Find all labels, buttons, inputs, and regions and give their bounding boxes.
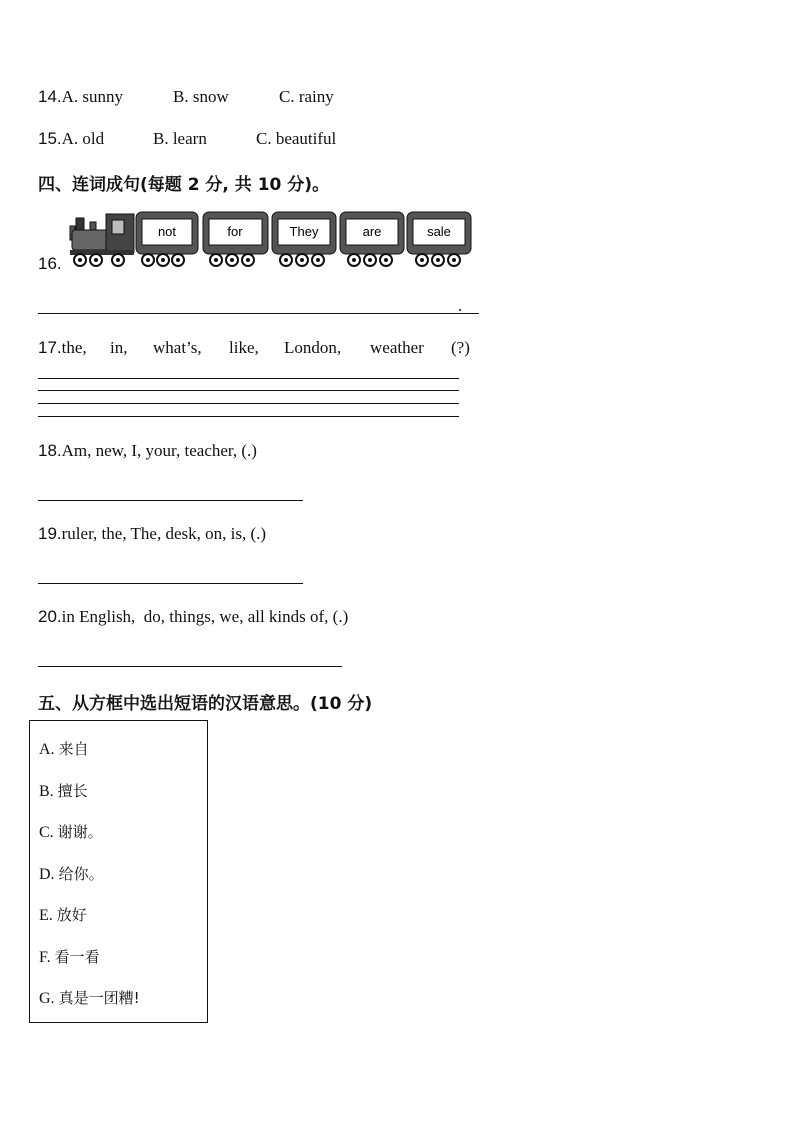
option-letter: E. <box>39 907 53 924</box>
option-item <box>39 780 88 801</box>
option-letter: G. <box>39 990 55 1007</box>
answer-line[interactable] <box>38 403 459 404</box>
locomotive-icon <box>70 214 134 266</box>
option-text: 来自 <box>58 740 89 758</box>
answer-line[interactable] <box>38 313 479 314</box>
word: in, <box>110 338 128 357</box>
question-number: 20. <box>38 607 62 626</box>
question-17 <box>38 338 87 358</box>
option-a: A. sunny <box>61 87 124 106</box>
option-text: 放好 <box>56 906 87 924</box>
answer-line[interactable] <box>38 500 303 501</box>
question-number: 17. <box>38 338 62 357</box>
word: like, <box>229 338 259 357</box>
question-number: 16. <box>38 254 62 273</box>
question-14 <box>38 87 123 107</box>
option-item <box>39 987 140 1008</box>
train-car-5 <box>407 212 471 266</box>
question-text: in English, do, things, we, all kinds of, (.) <box>61 607 349 626</box>
option-text: 谢谢。 <box>57 823 103 841</box>
question-number: 18. <box>38 441 62 460</box>
options-box <box>29 720 208 1023</box>
question-number: 19. <box>38 524 62 543</box>
option-a: A. old <box>61 129 105 148</box>
option-letter: A. <box>39 741 55 758</box>
answer-line[interactable] <box>38 378 459 379</box>
word: weather <box>370 338 424 357</box>
option-letter: B. <box>39 783 54 800</box>
question-19 <box>38 524 266 544</box>
option-text: 擅长 <box>57 782 88 800</box>
word: the, <box>61 338 87 357</box>
option-item <box>39 904 87 925</box>
train-word: sale <box>427 224 451 239</box>
end-mark: . <box>458 296 463 315</box>
section-4-title: 四、连词成句(每题 2 分, 共 10 分)。 <box>38 175 330 195</box>
train-word: not <box>157 224 177 239</box>
option-letter: D. <box>39 866 55 883</box>
train-word: for <box>227 224 243 239</box>
option-text: 看一看 <box>54 948 100 966</box>
answer-line[interactable] <box>38 390 459 391</box>
option-c: C. beautiful <box>256 129 337 148</box>
question-20 <box>38 607 348 627</box>
option-item <box>39 738 89 759</box>
question-18 <box>38 441 257 461</box>
option-item <box>39 821 103 842</box>
question-number: 15. <box>38 129 62 148</box>
question-text: Am, new, I, your, teacher, (.) <box>61 441 257 460</box>
answer-line[interactable] <box>38 583 303 584</box>
train-image <box>66 208 476 272</box>
train-car-2 <box>203 212 268 266</box>
option-text: 给你。 <box>58 865 104 883</box>
answer-line[interactable] <box>38 416 459 417</box>
question-text: ruler, the, The, desk, on, is, (.) <box>61 524 267 543</box>
word: what’s, <box>153 338 202 357</box>
train-word: They <box>289 224 319 239</box>
train-car-3 <box>272 212 336 266</box>
word: (?) <box>451 338 470 357</box>
train-car-1 <box>136 212 198 266</box>
section-5-title: 五、从方框中选出短语的汉语意思。(10 分) <box>38 694 373 714</box>
option-letter: C. <box>39 824 54 841</box>
option-item <box>39 863 104 884</box>
option-c: C. rainy <box>279 87 334 106</box>
train-word: are <box>362 224 382 239</box>
option-item <box>39 946 100 967</box>
question-number: 14. <box>38 87 62 106</box>
option-b: B. snow <box>173 87 229 106</box>
word: London, <box>284 338 342 357</box>
question-15 <box>38 129 104 149</box>
option-b: B. learn <box>153 129 207 148</box>
answer-line[interactable] <box>38 666 342 667</box>
option-letter: F. <box>39 949 51 966</box>
train-car-4 <box>340 212 404 266</box>
option-text: 真是一团糟! <box>58 989 140 1007</box>
